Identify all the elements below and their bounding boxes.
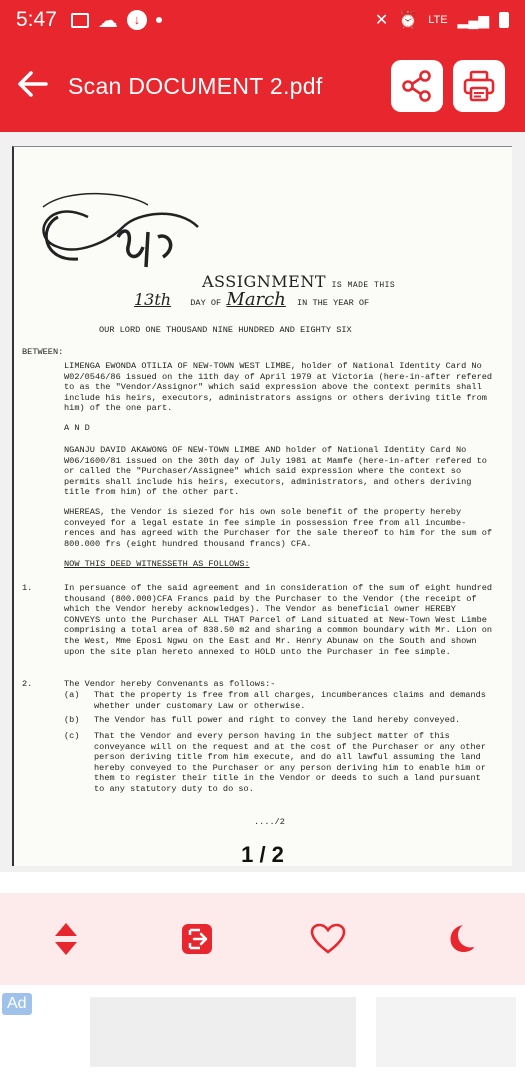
doc-party2: NGANJU DAVID AKAWONG OF NEW-TOWN LIMBE AND holder of National Identity Card No W06/1600/81 issued on the 30th day of July 1981 at Mamfe (here-in-after refered to or called the "Purchaser/Assignee" which said expression where the context so permits shall include his heirs, executors, administrators, and others deriving title from him) of the other part.: [64, 445, 487, 498]
doc-witnesseth: NOW THIS DEED WITNESSETH AS FOLLOWS:: [64, 559, 250, 569]
page-indicator: 1 / 2: [241, 842, 284, 867]
doc-clause2-num: 2.: [22, 679, 33, 689]
doc-heading-suffix: IS MADE THIS: [331, 281, 396, 290]
printer-icon: [462, 69, 496, 103]
ad-content-placeholder[interactable]: [90, 997, 356, 1067]
status-time: 5:47: [16, 8, 57, 31]
doc-heading: ASSIGNMENT: [202, 272, 327, 291]
share-button[interactable]: [391, 60, 443, 112]
status-bar: [0, 0, 525, 40]
heart-icon: [310, 923, 346, 955]
handwritten-day: 13th: [134, 290, 172, 309]
page-title: Scan DOCUMENT 2.pdf: [68, 72, 323, 99]
download-icon: ↓: [127, 10, 147, 30]
doc-lord-line: OUR LORD ONE THOUSAND NINE HUNDRED AND EIGHTY SIX: [99, 325, 352, 335]
scroll-direction-button[interactable]: [36, 909, 96, 969]
doc-clause1-num: 1.: [22, 583, 33, 593]
doc-day-text: DAY OF: [190, 298, 222, 308]
mute-icon: ✕: [374, 12, 389, 29]
doc-clause2b: The Vendor has full power and right to convey the land hereby conveyed.: [94, 715, 461, 725]
doc-clause2c-label: (c): [64, 731, 80, 741]
ad-badge: Ad: [2, 993, 32, 1015]
doc-clause2-intro: The Vendor hereby Convenants as follows:-: [64, 679, 276, 689]
doc-clause1: In persuance of the said agreement and in consideration of the sum of eight hundred thousand (800.000)CFA Francs paid by the Purchaser to the Vendor (the receipt of which the Vendor hereby acknowledges). The Vendor as beneficial owner HEREBY CONVEYS unto the Purchaser ALL THAT Parcel of Land situated at New-Town West Limbe comprising a total area of 838.50 m2 and sharing a common boundary with Mr. Lion on the West, Mme Eposi Ngwu on the East and Mr. Henry Abunaw on the South and shown upon the site plan hereto annexed to HOLD unto the Purchaser in fee simple.: [64, 583, 493, 657]
document-page: [12, 146, 512, 866]
this-calligraphy-logo: [28, 187, 208, 287]
ad-content-placeholder-secondary[interactable]: [376, 997, 516, 1067]
moon-icon: [443, 923, 475, 955]
doc-party1: LIMENGA EWONDA OTILIA OF NEW-TOWN WEST LIMBE, holder of National Identity Card No W02/0546/86 issued on the 11th day of April 1979 at Victoria (here-in-after refered to as the "Vendor/Assignor" which said expression above the context permits shall include his heirs, executors, administrators assigns or others deriving title from him) of the one part.: [64, 361, 493, 414]
go-to-page-button[interactable]: [167, 909, 227, 969]
doc-clause2b-label: (b): [64, 715, 80, 725]
bottom-toolbar: [0, 893, 525, 985]
handwritten-month: March: [226, 289, 286, 310]
notification-dot-icon: [156, 17, 162, 23]
battery-icon: [499, 12, 509, 28]
network-type: LTE: [428, 14, 448, 26]
ad-banner[interactable]: [0, 985, 525, 1080]
doc-clause2a-label: (a): [64, 690, 80, 700]
weather-icon: ☁: [97, 9, 118, 32]
pdf-viewer[interactable]: [0, 132, 525, 872]
doc-year-text: IN THE YEAR OF: [297, 298, 370, 308]
print-button[interactable]: [453, 60, 505, 112]
signal-icon: ▂▄▆: [457, 11, 489, 28]
gallery-icon: [71, 13, 89, 28]
favorite-button[interactable]: [298, 909, 358, 969]
doc-clause2c: That the Vendor and every person having in the subject matter of this conveyance will on the request and at the cost of the Purchaser or any other person deriving title from him execute, and do all lawful assuming the land hereby conveyed to the Purchaser or any person deriving him to enable him or them to register their title in the Vendor or deeds to such a land pursuant to any statutory duty to do so.: [94, 731, 486, 794]
doc-between: BETWEEN:: [22, 347, 64, 357]
go-to-page-icon: [180, 922, 214, 956]
share-icon: [400, 69, 434, 103]
doc-and: A N D: [64, 423, 90, 433]
alarm-icon: ⏰: [398, 12, 419, 29]
up-down-arrows-icon: [53, 921, 79, 957]
doc-clause2a: That the property is free from all charges, incumberances claims and demands whether under customary Law or otherwise.: [94, 690, 486, 711]
doc-page-continue: ..../2: [254, 817, 285, 827]
app-bar: [0, 40, 525, 132]
back-arrow-icon[interactable]: [18, 68, 58, 105]
night-mode-button[interactable]: [429, 909, 489, 969]
doc-whereas: WHEREAS, the Vendor is siezed for his own sole benefit of the property hereby conveyed for a legal estate in fee simple in possession free from all incumbe-rences and has agreed with the Purchaser for the sale thereof to him for the sum of 800.000 frs (eight hundred thousand francs) CFA.: [64, 507, 493, 549]
